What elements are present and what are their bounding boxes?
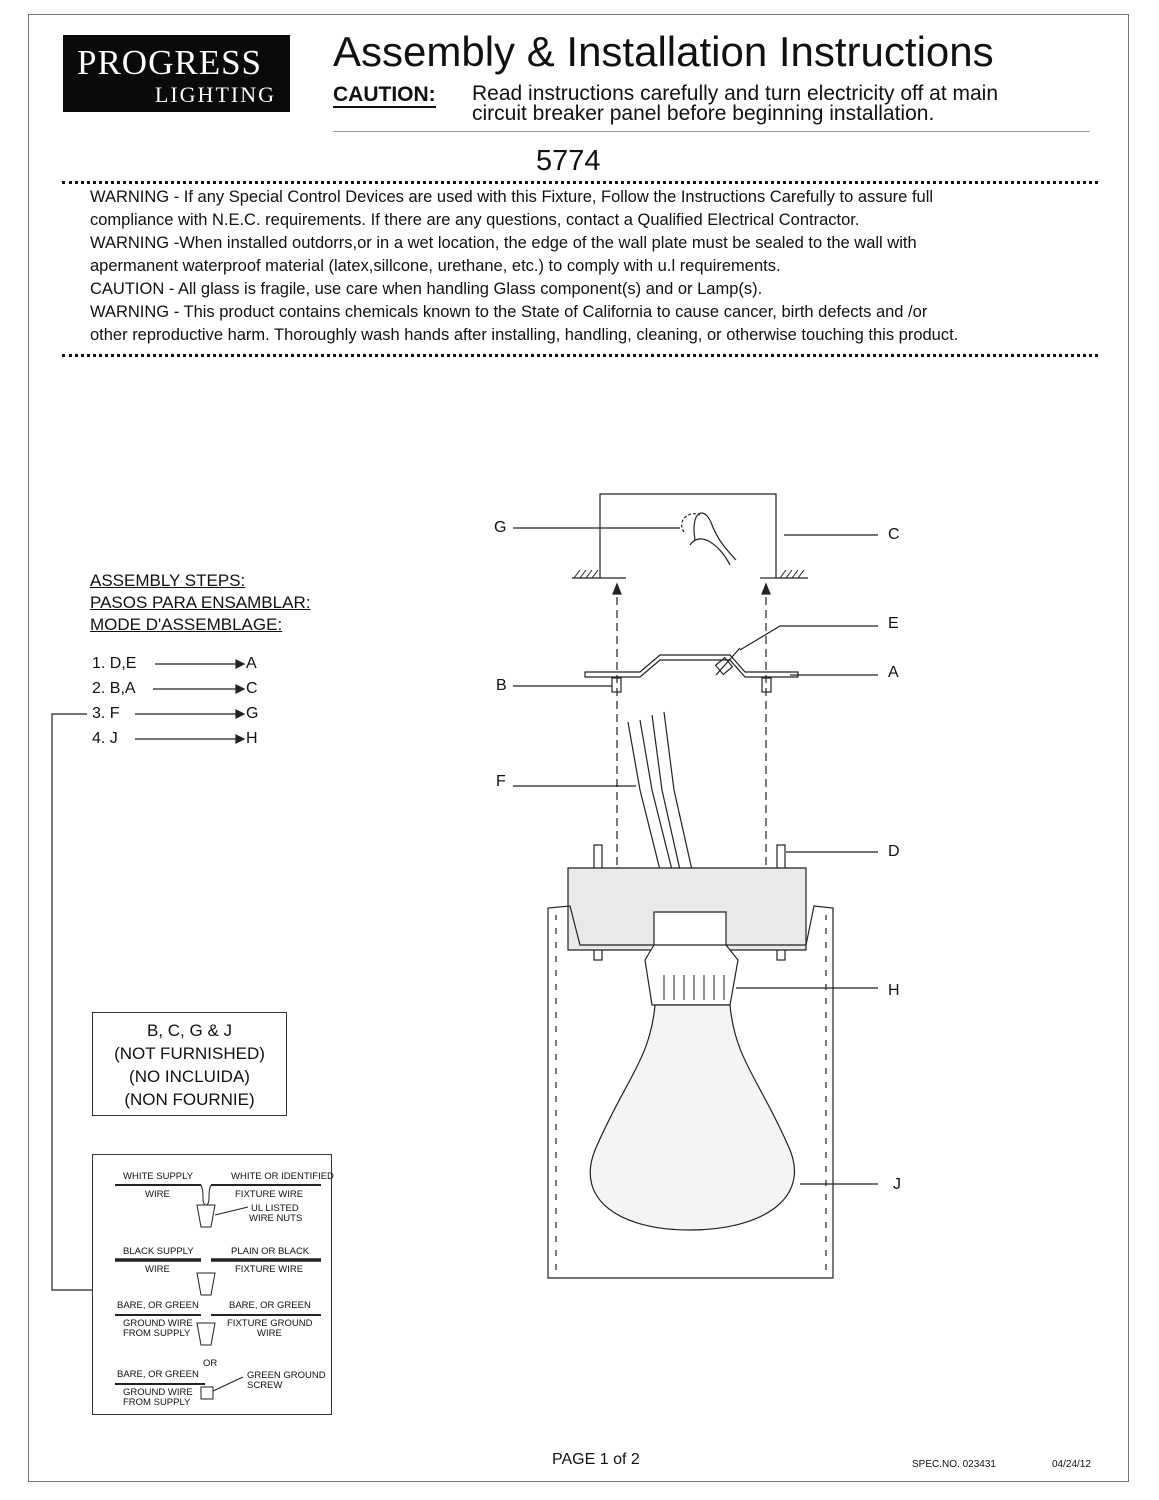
wl-fixture-ground-2: WIRE (257, 1328, 282, 1339)
label-h: H (888, 982, 900, 999)
steps-title-es: PASOS PARA ENSAMBLAR: (90, 593, 311, 612)
wl-ground-supply-1: GROUND WIRE (123, 1318, 193, 1329)
step-target: G (246, 705, 259, 722)
wl-ul-listed: UL LISTED (251, 1203, 299, 1214)
step-label: 1. D,E (92, 655, 137, 672)
warning-line: CAUTION - All glass is fragile, use care when handling Glass component(s) and or Lamp(s). (90, 280, 763, 298)
wiring-diagram-box (92, 1154, 332, 1415)
warning-line: WARNING -When installed outdorrs,or in a wet location, the edge of the wall plate must be sealed to the wall with (90, 234, 917, 252)
wl-fixture-wire: FIXTURE WIRE (235, 1189, 304, 1200)
label-a: A (888, 664, 899, 681)
caution-line-2: circuit breaker panel before beginning installation. (472, 102, 935, 125)
spec-number: SPEC.NO. 023431 (912, 1459, 996, 1470)
wl-bare-green: BARE, OR GREEN (117, 1300, 199, 1311)
steps-title-en: ASSEMBLY STEPS: (90, 571, 246, 590)
wl-bare-green: BARE, OR GREEN (117, 1369, 199, 1380)
wl-bare-green: BARE, OR GREEN (229, 1300, 311, 1311)
step-target: H (246, 730, 258, 747)
brand-line2: LIGHTING (154, 82, 276, 107)
wl-or: OR (203, 1358, 218, 1369)
label-f: F (496, 773, 506, 790)
warning-line: other reproductive harm. Thoroughly wash hands after installing, handling, cleaning, or otherwise touching this product. (90, 326, 959, 344)
wl-white-supply: WHITE SUPPLY (123, 1171, 194, 1182)
step-target: A (246, 655, 257, 672)
model-number: 5774 (536, 145, 601, 177)
revision-date: 04/24/12 (1052, 1459, 1091, 1470)
step-target: C (246, 680, 258, 697)
step-label: 3. F (92, 705, 120, 722)
wl-ground-supply-2: FROM SUPPLY (123, 1328, 191, 1339)
label-j: J (893, 1176, 901, 1193)
label-g: G (494, 519, 507, 536)
wl-fixture-wire: FIXTURE WIRE (235, 1264, 304, 1275)
wl-wire: WIRE (145, 1264, 170, 1275)
nf-en: (NOT FURNISHED) (114, 1044, 265, 1063)
warning-line: compliance with N.E.C. requirements. If there are any questions, contact a Qualified Electrical Contractor. (90, 211, 860, 229)
brand-line1: PROGRESS (77, 43, 263, 82)
wl-fixture-ground-1: FIXTURE GROUND (227, 1318, 313, 1329)
caution-label: CAUTION: (333, 83, 436, 106)
wl-white-identified: WHITE OR IDENTIFIED (231, 1171, 334, 1182)
warning-line: WARNING - This product contains chemicals known to the State of California to cause cancer, birth defects and /or (90, 303, 928, 321)
label-c: C (888, 526, 900, 543)
label-d: D (888, 843, 900, 860)
wl-plain-black: PLAIN OR BLACK (231, 1246, 310, 1257)
page-title: Assembly & Installation Instructions (333, 28, 994, 75)
label-e: E (888, 615, 899, 632)
nf-fr: (NON FOURNIE) (124, 1090, 255, 1109)
label-b: B (496, 677, 507, 694)
page-number: PAGE 1 of 2 (552, 1451, 640, 1468)
wl-black-supply: BLACK SUPPLY (123, 1246, 194, 1257)
wl-ground-supply-2: FROM SUPPLY (123, 1397, 191, 1408)
wl-wire: WIRE (145, 1189, 170, 1200)
warning-line: WARNING - If any Special Control Devices are used with this Fixture, Follow the Instructions Carefully to assure full (90, 188, 934, 206)
caution-line-1: Read instructions carefully and turn electricity off at main (472, 82, 999, 105)
nf-es: (NO INCLUIDA) (129, 1067, 250, 1086)
warning-line: apermanent waterproof material (latex,sillcone, urethane, etc.) to comply with u.l requirements. (90, 257, 781, 275)
wl-green-screw-1: GREEN GROUND (247, 1370, 326, 1381)
nf-parts: B, C, G & J (146, 1021, 233, 1040)
step-label: 4. J (92, 730, 118, 747)
steps-title-fr: MODE D'ASSEMBLAGE: (90, 615, 283, 634)
wl-green-screw-2: SCREW (247, 1380, 283, 1391)
wl-ground-supply-1: GROUND WIRE (123, 1387, 193, 1398)
wl-wire-nuts: WIRE NUTS (249, 1213, 303, 1224)
step-label: 2. B,A (92, 680, 136, 697)
